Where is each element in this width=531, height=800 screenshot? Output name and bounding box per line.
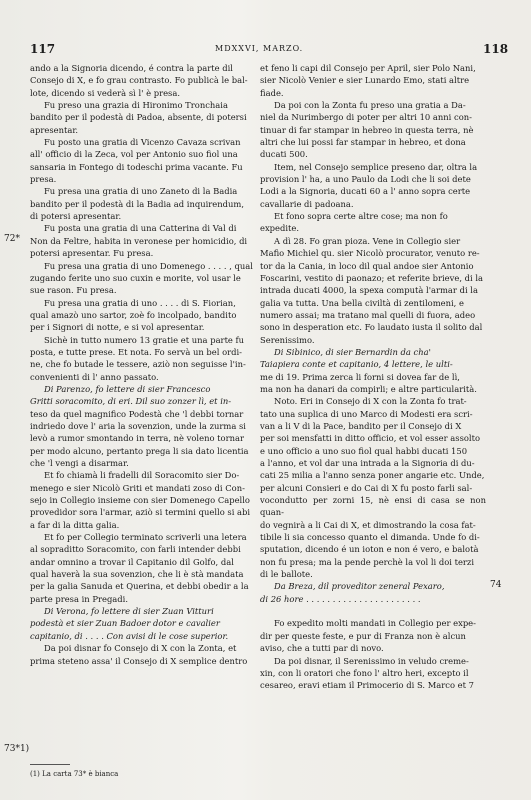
text-line: di le ballote. [260,569,313,580]
text-line: vocondutto per zorni 15, nè ensi di casa se non quan- [260,495,486,518]
text-line: per modo alcuno, pertanto prega li sia dato licentia [30,445,249,456]
text-line: Item, nel Consejo semplice preseno dar, oltra la [274,161,478,172]
text-line: sue rason. Fu presa. [30,285,117,296]
text-line: niel da Nurimbergo di poter per altri 10 anni con- [260,112,472,123]
text-line: zugando ferite uno suo cuxin e morite, vol usar le [30,272,241,283]
text-line: Da Breza, dil proveditor zeneral Pexaro, [274,581,445,592]
text-line: tor da la Cania, in loco dil qual andoe sier Antonio [260,260,474,271]
text-line: bandito per il podestà di la Badia ad inquirendum, [30,198,245,209]
text-line: Da poi disnar fo Consejo di X con la Zonta, et [44,643,237,654]
text-line: Serenissimo. [260,334,315,345]
text-line: dir per queste feste, e pur di Franza non è alcun [260,630,466,641]
text-line: sier Nicolò Venier e sier Lunardo Emo, stati altre [260,75,470,86]
text-line: Et fono sopra certe altre cose; ma non fo [274,211,448,222]
text-line: indriedo dove l' aria la sovenzion, unde la zurma si [30,420,246,431]
text-line: Fu posta una gratia di una Catterina di Val di [44,223,237,234]
text-line: non fu presa; ma la pende perchè la vol li doi terzi [260,556,475,567]
text-line: intrada ducati 4000, la spexa computà l'armar di la [260,285,478,296]
text-line: presa. [30,174,57,185]
text-line: Sichè in tutto numero 13 gratie et una parte fu [44,334,245,345]
text-line: Taiapiera conte et capitanio, 4 lettere, le ulti- [260,359,453,370]
text-line: lote, dicendo si vederà sì l' è presa. [30,87,180,98]
text-line: ne, che fo butade le tessere, aziò non seguisse l'in- [30,359,246,370]
text-line: expedite. [260,223,300,234]
text-line: numero assai; ma tratano mal quelli di fuora, adeo [260,309,476,320]
text-line: tibile li sia concesso quanto el dimanda. Unde fo di- [260,532,480,543]
text-line: posta, e tutte prese. Et nota. Fo servà un bel ordi- [30,346,242,357]
text-line: altri che lui possi far stampar in hebreo, et dona [260,137,466,148]
text-line: cesareo, eravi etiam il Primocerio di S. Marco et 7 [260,680,474,691]
text-line: potersi apresentar. Fu presa. [30,248,154,259]
text-line: Fu presa una gratia di uno Domenego . . . . , qual [44,260,253,271]
text-line: all' officio di la Zeca, vol per Antonio suo fiol una [30,149,238,160]
text-line: Fu presa una gratia di uno Zaneto di la Badia [44,186,238,197]
text-line: Mafio Michiel qu. sier Nicolò procurator, venuto re- [260,248,480,259]
text-line: al sopraditto Soracomito, con farli intender debbi [30,544,241,555]
text-line: ducati 500. [260,149,308,160]
text-line: cavallarie di padoana. [260,198,354,209]
text-line: ma non ha danari da compirli; e altre particularità. [260,383,477,394]
text-line: Da poi disnar, il Serenissimo in veludo creme- [274,655,469,666]
footnote: (1) La carta 73* è bianca [30,770,119,778]
text-line: Fu presa una gratia di uno . . . . di S. Fiorian, [44,297,236,308]
text-line: capitanio, di . . . . Con avisi di le cose superior. [30,630,229,641]
text-line: fiade. [260,87,284,98]
text-line: et feno li capi dil Consejo per April, sier Polo Nani, [260,63,476,73]
right-page-number: 118 [483,42,509,56]
text-line: xin, con li oratori che fono l' altro heri, excepto il [260,667,469,678]
text-line: sejo in Collegio insieme con sier Domenego Capello [30,495,250,506]
left-column [30,62,258,667]
text-line: tato una suplica di uno Marco di Modesti era scri- [260,408,473,419]
text-line: provedidor sora l'armar, aziò si termini quello si abi [30,507,251,518]
page-header [0,42,531,58]
text-line: do vegnirà a li Cai di X, et dimostrando la cosa fat- [260,519,476,530]
text-line: a l'anno, et vol dar una intrada a la Signoria di du- [260,458,475,468]
text-line: per soi mensfatti in ditto officio, et vol esser assolto [260,433,481,444]
text-line: qual haverà la sua sovenzion, che li è stà mandata [30,569,244,580]
text-line: per i Signori di notte, e si vol apresentar. [30,322,205,333]
margin-note-72: 72* [4,234,20,244]
text-line: convenienti di l' anno passato. [30,371,159,382]
text-line: Fo expedito molti mandati in Collegio per expe- [274,618,476,629]
text-line: sansaria in Fontego di todeschi prima vacante. Fu [30,161,243,172]
text-line: apresentar. [30,124,79,135]
text-line: Noto. Eri in Consejo di X con la Zonta fo trat- [274,396,467,407]
text-line: Lodi a la Signoria, ducati 60 a l' anno sopra certe [260,186,471,197]
text-line: provision l' ha, a uno Paulo da Lodi che li soi dete [260,174,471,185]
text-line: Di Verona, fo lettere di sier Zuan Vitturi [44,606,214,617]
text-line: di 26 hore . . . . . . . . . . . . . . . . . . . . . . [260,593,421,604]
text-line: Di Parenzo, fo lettere di sier Francesco [44,383,211,394]
text-line: per alcuni Consieri e do Cai di X fu posto farli sal- [260,482,473,493]
text-line: Et fo chiamà li fradelli dil Soracomito sier Do- [44,470,240,481]
text-line: galia va tutta. Una bella civiltà di zentilomeni, e [260,297,464,308]
text-line: ando a la Signoria dicendo, é contra la parte dil [30,63,233,73]
text-line: tinuar di far stampar in hebreo in questa terra, nè [260,124,474,135]
text-line: menego e sier Nicolò Griti et mandati zoso di Con- [30,482,245,493]
margin-note-73: 73*1) [4,744,30,754]
text-line: podestà et sier Zuan Badoer dotor e cavalier [30,618,220,629]
text-line: bandito per il podestà di Padoa, absente, di potersi [30,112,247,123]
text-line: aviso, che a tutti par di novo. [260,643,384,654]
text-line: sputation, dicendo é un ioton e non é vero, e balotà [260,544,479,555]
text-line: cati 25 milia a l'anno senza poner angarie etc. Unde, [260,470,485,481]
text-line: Gritti soracomito, di eri. Dil suo zonzer lì, et in- [30,396,232,407]
text-line: sono in desperation etc. Fo laudato iusta il solito dal [260,322,483,333]
left-page-number: 117 [30,42,56,56]
text-line: Et fo per Collegio terminato scriverli una letera [44,532,247,543]
text-line: di potersi apresentar. [30,211,122,222]
text-line: A dì 28. Fo gran pioza. Vene in Collegio sier [274,235,461,246]
text-line: che 'l vengi a disarmar. [30,458,129,468]
text-line: Non da Feltre, habita in veronese per homicidio, di [30,235,248,246]
running-title: MDXXVI, MARZO. [215,44,304,53]
text-line: a far di la ditta galia. [30,519,120,530]
text-line: andar omnino a trovar il Capitanio dil Golfo, dal [30,556,234,567]
text-line: qual amazò uno sartor, zoè fo incolpado, bandito [30,309,237,320]
text-line: parte presa in Pregadi. [30,593,129,604]
text-line: teso da quel magnifico Podestà che 'l debbi tornar [30,408,244,419]
text-line: Foscarini, vestito di paonazo; et referite brieve, di la [260,272,484,283]
text-line: Da poi con la Zonta fu preso una gratia a Da- [274,100,466,111]
text-line: Fu preso una grazia di Hironimo Tronchaia [44,100,228,111]
text-line: Fu posto una gratia di Vicenzo Cavaza scrivan [44,137,241,148]
text-line: Consejo di X, e fo grau contrasto. Fo publicà le bal- [30,75,248,86]
text-line: prima steteno assa' il Consejo di X semplice dentro [30,655,248,666]
text-line [260,605,486,617]
text-line: van a li V di la Pace, bandito per il Consejo di X [260,420,462,431]
text-line: me di 19. Prima zerca li forni si dovea far de lì, [260,371,460,382]
right-column [260,62,486,692]
text-line: levò a rumor smontando in terra, nè voleno tornar [30,433,244,444]
footnote-rule [30,764,70,765]
text-line: e uno officio a uno suo fiol qual habbi ducati 150 [260,445,468,456]
margin-note-74: 74 [490,580,502,590]
text-line: Di Sibinico, di sier Bernardin da cha' [274,346,431,357]
text-line: per la galia Sanuda et Querina, et debbi obedir a la [30,581,249,592]
